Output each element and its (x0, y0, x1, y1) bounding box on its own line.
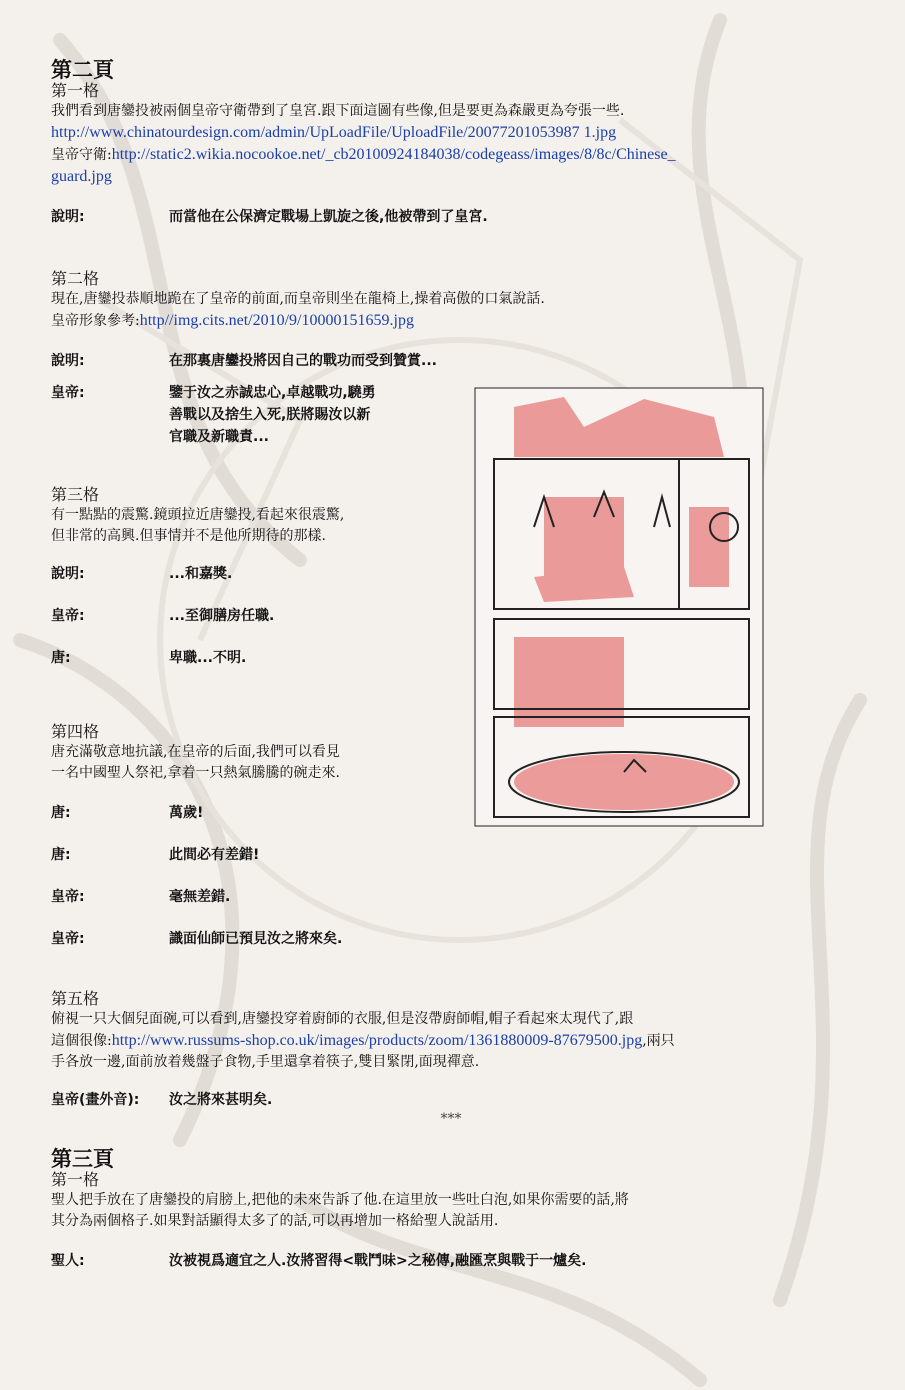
reference-link-emperor[interactable]: http//img.cits.net/2010/9/10000151659.jpg (139, 312, 414, 329)
page2-panel1-description: 我們看到唐鑾投被兩個皇帝守衛帶到了皇宮.跟下面這圖有些像,但是要更為森嚴更為夸張一些. http://www.chinatourdesign.com/admin/UpLoadFile/UploadFile/20077201053987 1.jpg 皇帝守衛:http://static2.wikia.nocookoe.net/_cb20100924184038/codegeass/images/8/8c/Chinese_ guard.jpg (51, 103, 676, 185)
reference-link-guard-cont[interactable]: guard.jpg (51, 168, 112, 185)
dialogue-line: 唐: 此間必有差錯! (51, 847, 260, 863)
dialogue-line: 皇帝: 識面仙師已預見汝之將來矣. (51, 931, 343, 947)
dialogue-line: 說明: 在那裏唐鑾投將因自己的戰功而受到贊賞... (51, 353, 437, 369)
page2-panel2-title: 第二格 (51, 271, 100, 288)
dialogue-line: 唐: 萬歲! (51, 805, 204, 821)
dialogue-line: 皇帝: 毫無差錯. (51, 889, 231, 905)
section-separator: *** (440, 1111, 462, 1127)
reference-link-chef-hat[interactable]: http://www.russums-shop.co.uk/images/products/zoom/1361880009-87679500.jpg (111, 1032, 643, 1049)
dialogue-line: 說明: ...和嘉獎. (51, 566, 233, 582)
page2-panel3-title: 第三格 (51, 487, 100, 504)
dialogue-line: 唐: 卑職...不明. (51, 650, 247, 666)
dialogue-line: 皇帝: ...至御膳房任職. (51, 608, 275, 624)
reference-link-chinatourdesign[interactable]: http://www.chinatourdesign.com/admin/UpLoadFile/UploadFile/20077201053987 1.jpg (51, 124, 617, 141)
dialogue-line: 皇帝(畫外音): 汝之將來甚明矣. (51, 1092, 273, 1108)
page3-title: 第三頁 (51, 1147, 114, 1171)
page2-panel2-description: 現在,唐鑾投恭順地跪在了皇帝的前面,而皇帝則坐在龍椅上,操着高傲的口氣說話. 皇帝形象參考:http//img.cits.net/2010/9/10000151659.jpg (51, 291, 545, 329)
page2-panel4-description: 唐充滿敬意地抗議,在皇帝的后面,我們可以看見 一名中國聖人祭祀,拿着一只熱氣騰騰的碗走來. (51, 744, 340, 781)
dialogue-line: 說明: 而當他在公保濟定戰場上凱旋之後,他被帶到了皇宮. (51, 209, 488, 225)
page2-panel1-title: 第一格 (51, 83, 100, 100)
reference-link-guard[interactable]: http://static2.wikia.nocookoe.net/_cb20100924184038/codegeass/images/8/8c/Chinese_ (111, 146, 676, 163)
page3-panel1-title: 第一格 (51, 1172, 100, 1189)
page2-panel5-title: 第五格 (51, 991, 100, 1008)
page2-panel4-title: 第四格 (51, 724, 100, 741)
page3-panel1-description: 聖人把手放在了唐鑾投的肩膀上,把他的未來告訴了他.在這里放一些吐白泡,如果你需要的話,將 其分為兩個格子.如果對話顯得太多了的話,可以再增加一格給聖人說話用. (51, 1192, 629, 1229)
dialogue-line: 聖人: 汝被視爲適宜之人.汝將習得<戰鬥味>之秘傳,融匯烹與戰于一爐矣. (51, 1253, 587, 1269)
page2-panel5-description: 俯視一只大個兒面碗,可以看到,唐鑾投穿着廚師的衣服,但是沒帶廚師帽,帽子看起來太現代了,跟 這個很像:http://www.russums-shop.co.uk/images/products/zoom/1361880009-87679500.jpg,兩只 手各放一邊,面前放着幾盤子食物,手里還拿着筷子,雙目緊閉,面現禪意. (51, 1011, 675, 1070)
page2-panel3-description: 有一點點的震驚.鏡頭拉近唐鑾投,看起來很震驚, 但非常的高興.但事情并不是他所期待的那樣. (51, 507, 345, 544)
page2-title: 第二頁 (51, 58, 114, 82)
dialogue-line: 皇帝: 鑒于汝之赤誠忠心,卓越戰功,驍勇 善戰以及捨生入死,朕將賜汝以新 官職及新職責... (51, 385, 376, 445)
